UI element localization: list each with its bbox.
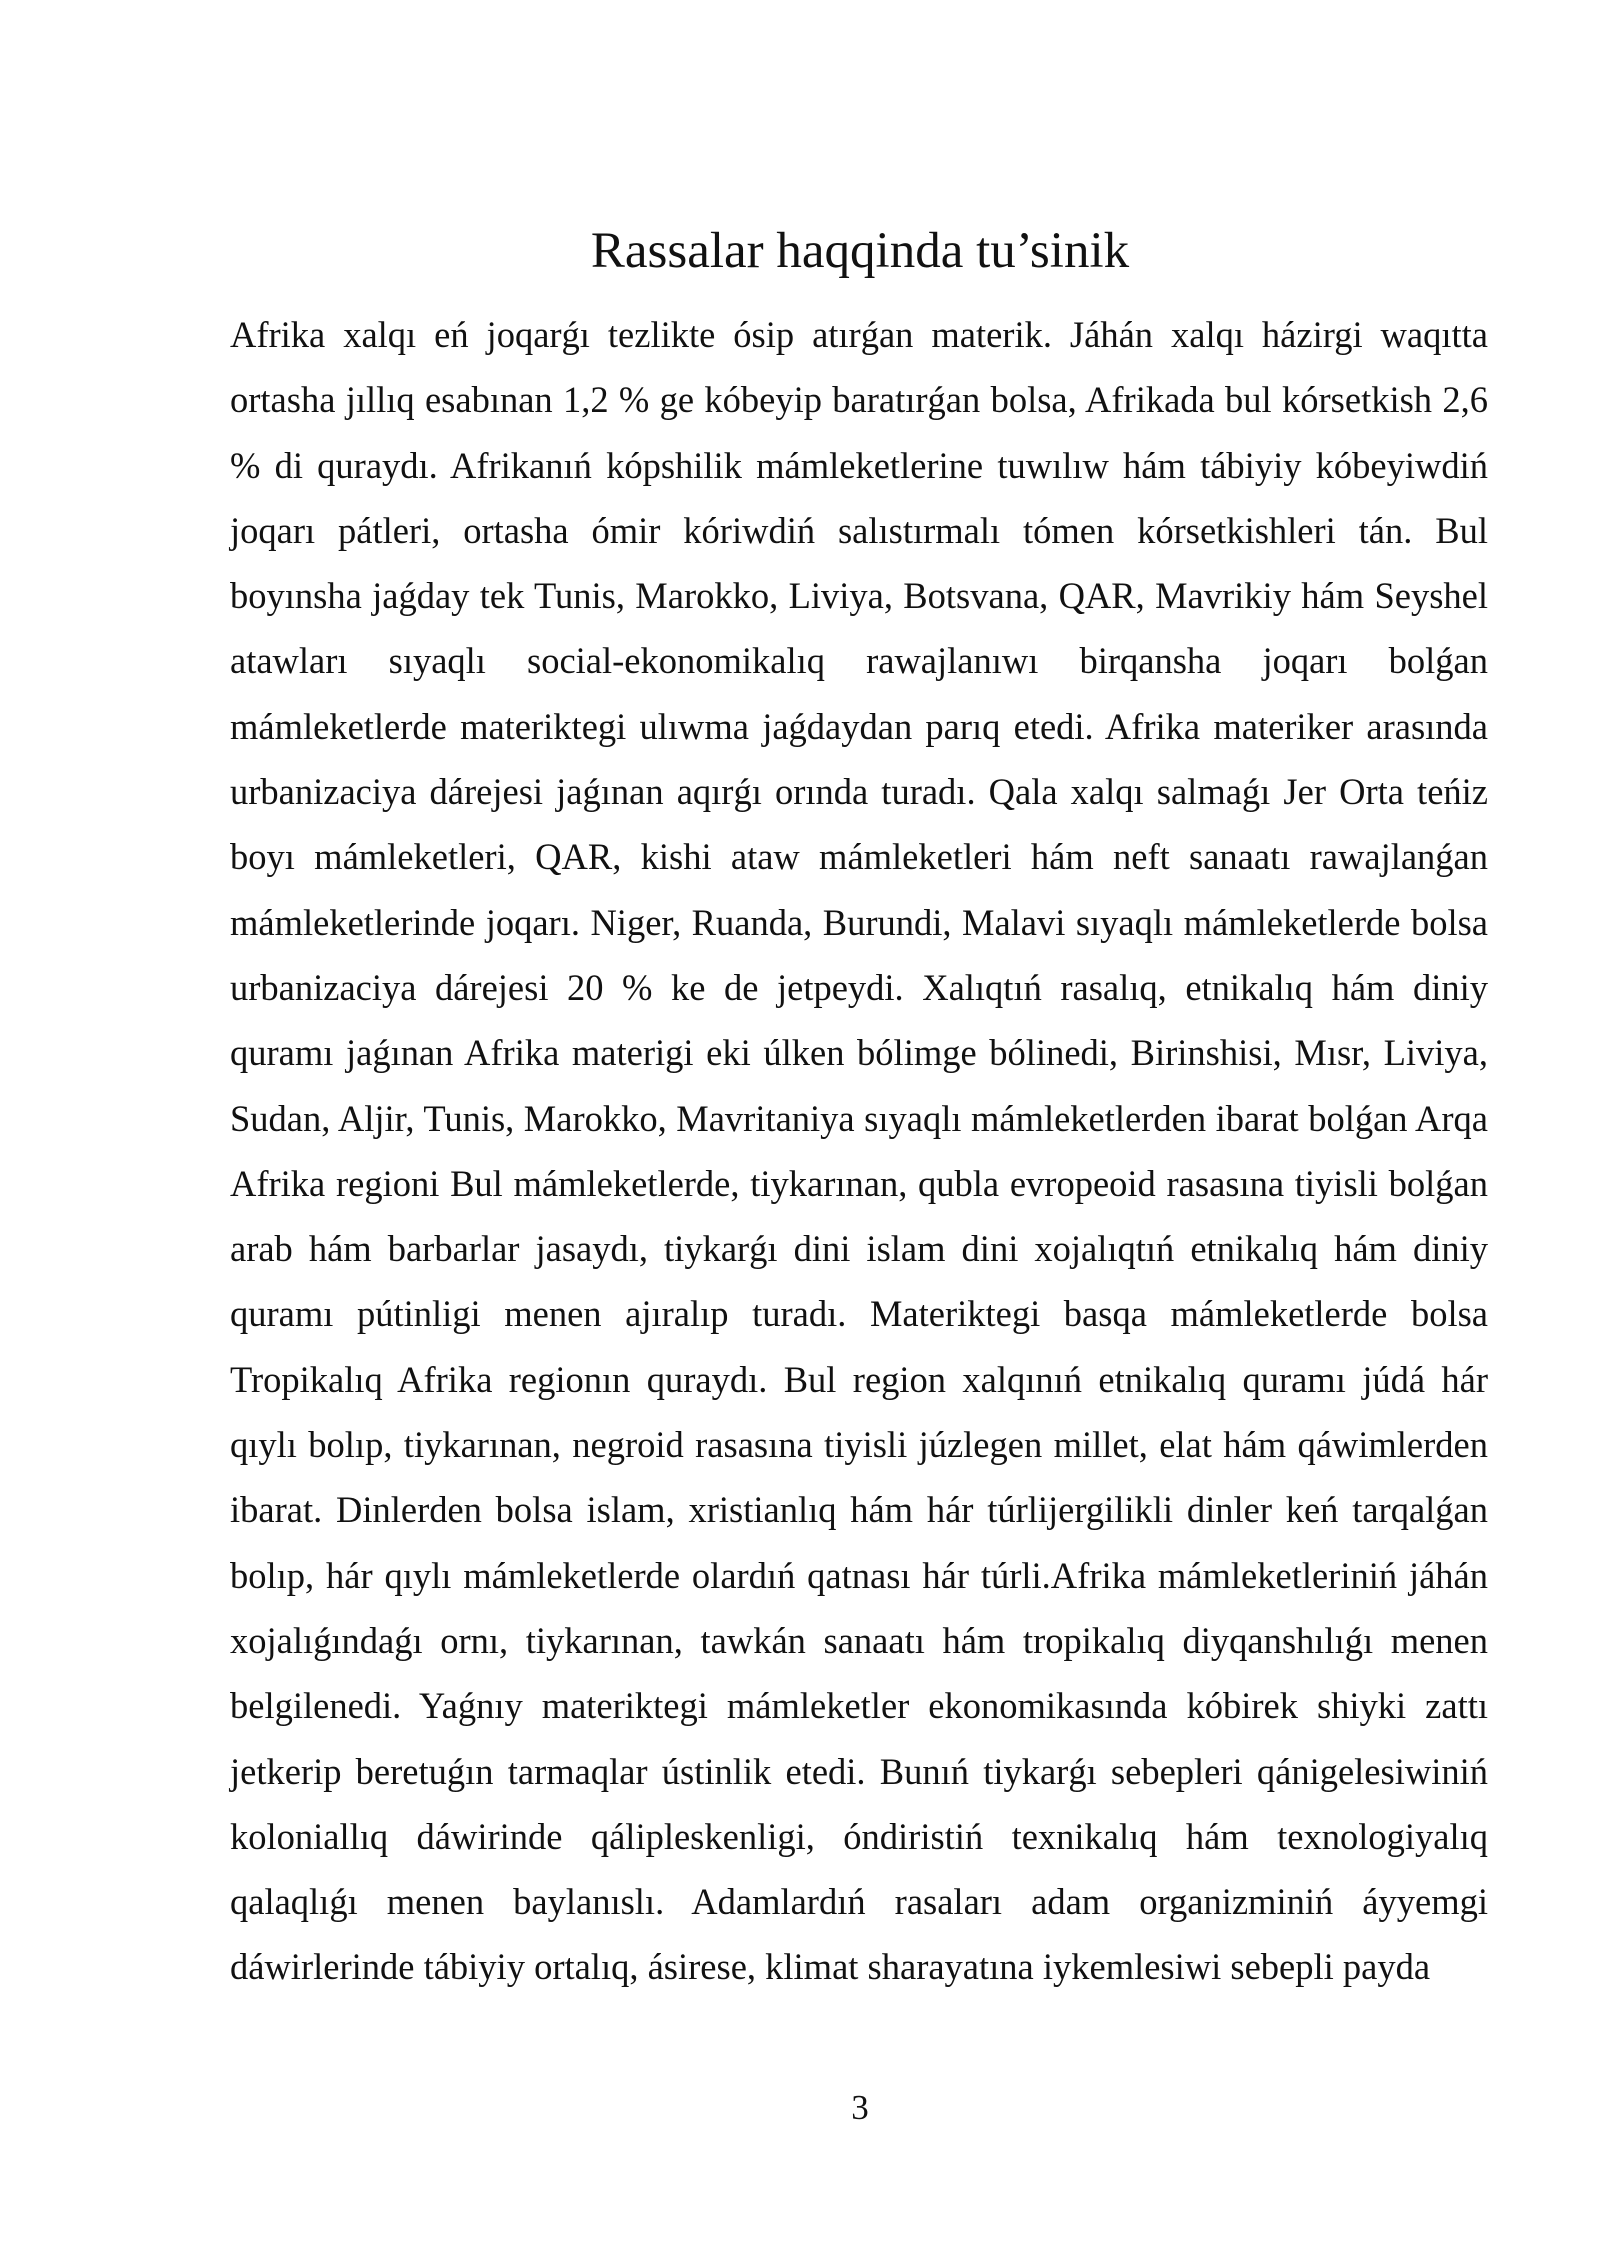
body-paragraph: Afrika xalqı eń joqarǵı tezlikte ósip atırǵan materik. Jáhán xalqı házirgi waqıtta ortasha jıllıq esabınan 1,2 % ge kóbeyip baratırǵan bolsa, Afrikada bul kórsetkish 2,6 % di quraydı. Afrikanıń kópshilik mámleketlerine tuwılıw hám tábiyiy kóbeyiwdiń joqarı pátleri, ortasha ómir kóriwdiń salıstırmalı tómen kórsetkishleri tán. Bul boyınsha jaǵday tek Tunis, Marokko, Liviya, Botsvana, QAR, Mavrikiy hám Seyshel atawları sıyaqlı social-ekonomikalıq rawajlanıwı birqansha joqarı bolǵan mámleketlerde materiktegi ulıwma jaǵdaydan parıq etedi. Afrika materiker arasında urbanizaciya dárejesi jaǵınan aqırǵı orında turadı. Qala xalqı salmaǵı Jer Orta teńiz boyı mámleketleri, QAR, kishi ataw mámleketleri hám neft sanaatı rawajlanǵan mámleketlerinde joqarı. Niger, Ruanda, Burundi, Malavi sıyaqlı mámleketlerde bolsa urbanizaciya dárejesi 20 % ke de jetpeydi. Xalıqtıń rasalıq, etnikalıq hám diniy quramı jaǵınan Afrika materigi eki úlken bólimge bólinedi, Birinshisi, Mısr, Liviya, Sudan, Aljir, Tunis, Marokko, Mavritaniya sıyaqlı mámleketlerden ibarat bolǵan Arqa Afrika regioni Bul mámleketlerde, tiykarınan, qubla evropeoid rasasına tiyisli bolǵan arab hám barbarlar jasaydı, tiykarǵı dini islam dini xojalıqtıń etnikalıq hám diniy quramı pútinligi menen ajıralıp turadı. Materiktegi basqa mámleketlerde bolsa Tropikalıq Afrika regionın quraydı. Bul region xalqınıń etnikalıq quramı júdá hár qıylı bolıp, tiykarınan, negroid rasasına tiyisli júzlegen millet, elat hám qáwimlerden ibarat. Dinlerden bolsa islam, xristianlıq hám hár túrlijergilikli dinler keń tarqalǵan bolıp, hár qıylı mámleketlerde olardıń qatnası hár túrli.Afrika mámleketleriniń jáhán xojalıǵındaǵı ornı, tiykarınan, tawkán sanaatı hám tropikalıq diyqanshılıǵı menen belgilenedi. Yaǵnıy materiktegi mámleketler ekonomikasında kóbirek shiyki zattı jetkerip beretuǵın tarmaqlar ústinlik etedi. Bunıń tiykarǵı sebepleri qánigelesiwiniń koloniallıq dáwirinde qálipleskenligi, óndiristiń texnikalıq hám texnologiyalıq qalaqlıǵı menen baylanıslı. Adamlardıń rasaları adam organizminiń áyyemgi dáwirlerinde tábiyiy ortalıq, ásirese, klimat sharayatına iykemlesiwi sebepli payda — [230, 314, 1488, 1988]
page-title: Rassalar haqqinda tu’sinik — [590, 223, 1130, 279]
page-number: 3 — [851, 2088, 869, 2127]
